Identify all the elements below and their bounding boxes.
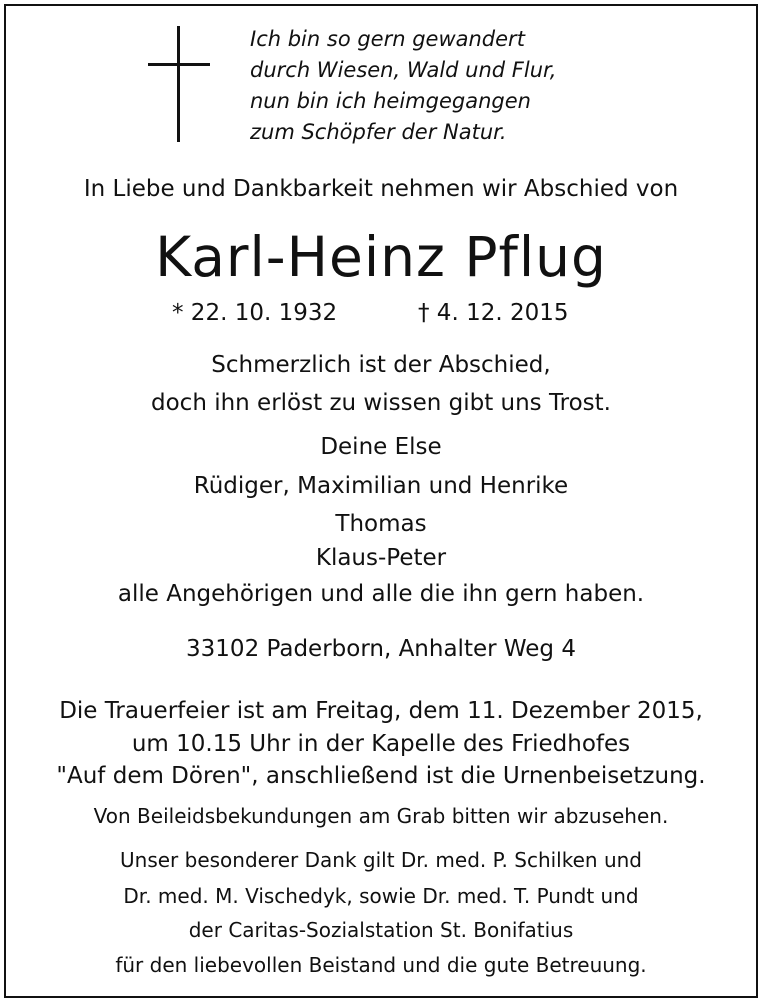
- address: 33102 Paderborn, Anhalter Weg 4: [186, 636, 576, 662]
- mourner-line: alle Angehörigen und alle die ihn gern haben.: [117, 581, 645, 607]
- poem-line: zum Schöpfer der Natur.: [250, 120, 507, 144]
- quote-line: doch ihn erlöst zu wissen gibt uns Trost.: [151, 390, 611, 416]
- poem: [250, 24, 730, 148]
- deceased-name: Karl-Heinz Pflug: [155, 225, 607, 289]
- death-date: † 4. 12. 2015: [418, 300, 569, 326]
- quote-line: Schmerzlich ist der Abschied,: [211, 352, 551, 378]
- mourner-line: Rüdiger, Maximilian und Henrike: [193, 473, 569, 499]
- thanks-line: Dr. med. M. Vischedyk, sowie Dr. med. T. Pundt und: [123, 884, 639, 908]
- mourner-line: Thomas: [335, 511, 427, 537]
- poem-line: Ich bin so gern gewandert: [250, 27, 525, 51]
- condolence-note: Von Beileidsbekundungen am Grab bitten wir abzusehen.: [93, 804, 669, 828]
- birth-date: * 22. 10. 1932: [172, 300, 338, 326]
- cross-icon: [148, 26, 210, 142]
- mourner-line: Klaus-Peter: [315, 545, 447, 571]
- intro-text: In Liebe und Dankbarkeit nehmen wir Abschied von: [83, 176, 679, 202]
- poem-line: durch Wiesen, Wald und Flur,: [250, 58, 557, 82]
- poem-line: nun bin ich heimgegangen: [250, 89, 531, 113]
- thanks-line: Unser besonderer Dank gilt Dr. med. P. Schilken und: [120, 848, 642, 872]
- funeral-line: um 10.15 Uhr in der Kapelle des Friedhofes: [131, 731, 631, 757]
- funeral-line: Die Trauerfeier ist am Freitag, dem 11. Dezember 2015,: [59, 698, 703, 724]
- funeral-line: "Auf dem Dören", anschließend ist die Urnenbeisetzung.: [56, 763, 706, 789]
- mourner-line: Deine Else: [320, 434, 442, 460]
- thanks-line: für den liebevollen Beistand und die gute Betreuung.: [115, 953, 647, 977]
- thanks-line: der Caritas-Sozialstation St. Bonifatius: [188, 918, 574, 942]
